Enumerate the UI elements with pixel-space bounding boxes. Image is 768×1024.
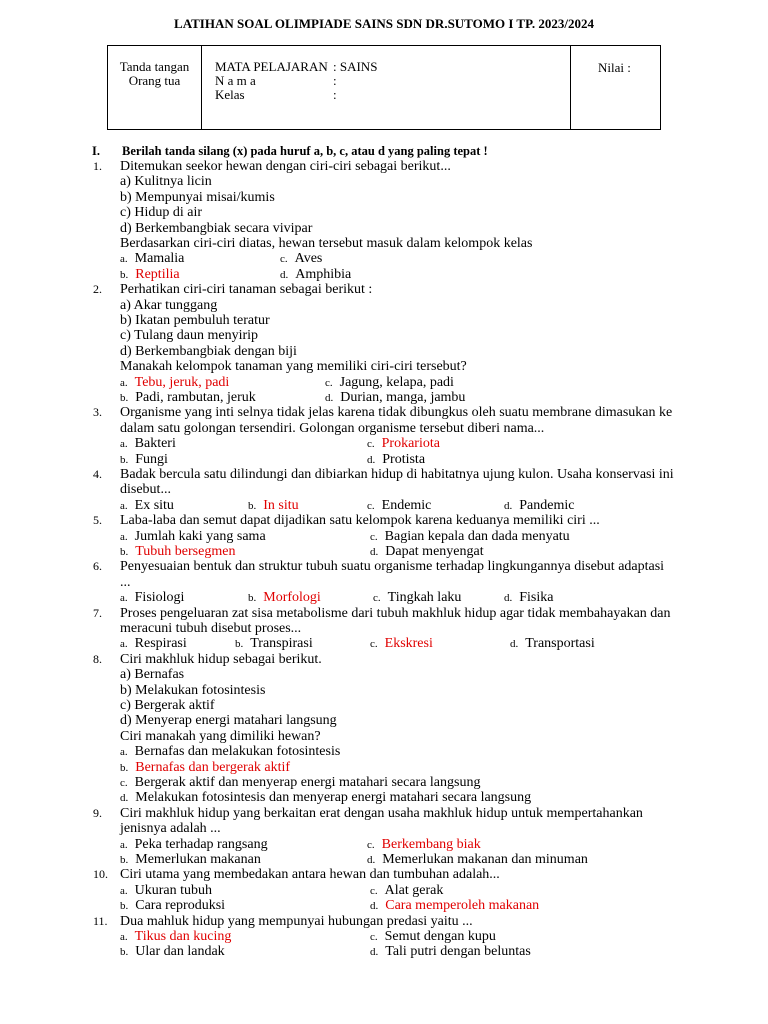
options-row bbox=[0, 436, 768, 451]
option-text: Memerlukan makanan bbox=[135, 852, 261, 868]
question-detail-line: a) Kulitnya licin bbox=[120, 174, 212, 190]
answer-option[interactable] bbox=[120, 544, 235, 560]
option-text: Berkembang biak bbox=[381, 836, 481, 852]
option-text: Tali putri dengan beluntas bbox=[385, 944, 531, 960]
answer-option[interactable] bbox=[325, 390, 465, 406]
options-row bbox=[0, 898, 768, 913]
question-number: 1. bbox=[93, 159, 102, 173]
options-row bbox=[0, 744, 768, 759]
options-row bbox=[0, 790, 768, 805]
answer-option[interactable] bbox=[120, 852, 261, 868]
option-letter: d. bbox=[510, 638, 519, 651]
section-heading bbox=[0, 144, 768, 159]
option-text: Padi, rambutan, jeruk bbox=[135, 390, 256, 406]
question-detail-line: d) Berkembangbiak secara vivipar bbox=[120, 220, 313, 236]
question-text: Laba-laba dan semut dapat dijadikan satu kelompok karena keduanya memiliki ciri ... bbox=[120, 513, 600, 529]
question-item bbox=[0, 405, 768, 467]
parent-signature-cell bbox=[108, 46, 202, 129]
option-text: Fungi bbox=[135, 451, 168, 467]
question-text: Ciri makhluk hidup sebagai berikut. bbox=[120, 651, 322, 667]
options-row bbox=[0, 375, 768, 390]
option-letter: d. bbox=[367, 854, 376, 867]
options-row bbox=[0, 498, 768, 513]
option-letter: c. bbox=[370, 884, 378, 897]
question-text: Organisme yang inti selnya tidak jelas karena tidak dibungkus oleh suatu membrane dimasukan ke dalam satu golongan tersendiri. Golongan organisme tersebut diberi nama... bbox=[120, 405, 673, 436]
answer-option[interactable] bbox=[370, 898, 539, 914]
option-letter: b. bbox=[120, 946, 129, 959]
option-text: Ular dan landak bbox=[135, 944, 225, 960]
question-item bbox=[0, 867, 768, 913]
answer-option[interactable] bbox=[280, 251, 322, 267]
option-text: Respirasi bbox=[134, 636, 187, 652]
answer-option[interactable] bbox=[370, 636, 433, 652]
option-text: Dapat menyengat bbox=[385, 544, 484, 560]
option-letter: a. bbox=[120, 499, 128, 512]
option-text: Tikus dan kucing bbox=[134, 929, 232, 945]
options-row bbox=[0, 452, 768, 467]
option-letter: b. bbox=[120, 900, 129, 913]
question-item bbox=[0, 652, 768, 806]
answer-option[interactable] bbox=[280, 267, 351, 283]
options-row bbox=[0, 544, 768, 559]
answer-option[interactable] bbox=[120, 636, 187, 652]
option-letter: c. bbox=[370, 931, 378, 944]
option-text: Bernafas dan bergerak aktif bbox=[135, 759, 291, 775]
option-letter: d. bbox=[280, 268, 289, 281]
question-text: Ciri makhluk hidup yang berkaitan erat dengan usaha makhluk hidup untuk mempertahankan jenisnya adalah ... bbox=[120, 805, 643, 837]
option-text: Bergerak aktif dan menyerap energi matahari secara langsung bbox=[134, 775, 481, 791]
option-text: Ex situ bbox=[134, 497, 174, 513]
subject-label: MATA PELAJARAN bbox=[215, 59, 328, 74]
option-letter: a. bbox=[120, 376, 128, 389]
name-separator: : bbox=[333, 73, 337, 88]
option-text: Pandemic bbox=[519, 497, 575, 513]
option-letter: c. bbox=[370, 638, 378, 651]
answer-option[interactable] bbox=[120, 898, 225, 914]
question-detail-line: Manakah kelompok tanaman yang memiliki ciri-ciri tersebut? bbox=[120, 359, 467, 375]
option-letter: c. bbox=[367, 499, 375, 512]
question-detail-line: c) Bergerak aktif bbox=[120, 698, 215, 714]
question-detail-line: b) Mempunyai misai/kumis bbox=[120, 189, 275, 205]
options-row bbox=[0, 529, 768, 544]
option-letter: d. bbox=[325, 392, 334, 405]
option-letter: b. bbox=[120, 453, 129, 466]
question-detail-line: Berdasarkan ciri-ciri diatas, hewan tersebut masuk dalam kelompok kelas bbox=[120, 236, 533, 252]
option-letter: d. bbox=[504, 592, 513, 605]
options-row bbox=[0, 590, 768, 605]
answer-option[interactable] bbox=[504, 590, 553, 606]
options-row bbox=[0, 929, 768, 944]
subject-value: : SAINS bbox=[333, 59, 378, 74]
option-text: Ekskresi bbox=[384, 636, 433, 652]
answer-option[interactable] bbox=[120, 251, 184, 267]
answer-option[interactable] bbox=[325, 375, 454, 391]
answer-option[interactable] bbox=[370, 544, 484, 560]
answer-option[interactable] bbox=[120, 498, 174, 514]
options-row bbox=[0, 883, 768, 898]
option-letter: b. bbox=[120, 392, 129, 405]
option-text: Fisika bbox=[519, 590, 554, 606]
answer-option[interactable] bbox=[120, 760, 290, 776]
option-letter: d. bbox=[504, 499, 513, 512]
option-text: Morfologi bbox=[263, 590, 321, 606]
options-row bbox=[0, 390, 768, 405]
answer-option[interactable] bbox=[235, 636, 313, 652]
question-number: 7. bbox=[93, 605, 102, 620]
question-number: 4. bbox=[93, 467, 102, 482]
question-item bbox=[0, 159, 768, 282]
option-letter: c. bbox=[120, 777, 128, 790]
answer-option[interactable] bbox=[120, 944, 225, 960]
option-text: Fisiologi bbox=[134, 590, 185, 606]
question-text: Badak bercula satu dilindungi dan dibiarkan hidup di habitatnya ujung kulon. Usaha konservasi ini disebut... bbox=[120, 467, 674, 498]
options-row bbox=[0, 944, 768, 959]
answer-option[interactable] bbox=[120, 837, 268, 853]
question-text: Proses pengeluaran zat sisa metabolisme dari tubuh makhluk hidup agar tidak membahayakan dan meracuni tubuh disebut proses... bbox=[120, 605, 671, 637]
option-letter: d. bbox=[367, 453, 376, 466]
parent-signature-label-2: Orang tua bbox=[128, 73, 181, 88]
option-letter: a. bbox=[120, 438, 128, 451]
question-number: 6. bbox=[93, 559, 102, 574]
option-letter: a. bbox=[120, 253, 128, 266]
option-letter: d. bbox=[370, 546, 379, 559]
question-number: 2. bbox=[93, 282, 102, 297]
option-text: Alat gerak bbox=[384, 882, 444, 898]
student-info-cell bbox=[215, 60, 377, 102]
question-number: 9. bbox=[93, 805, 102, 820]
answer-option[interactable] bbox=[373, 590, 461, 606]
answer-option[interactable] bbox=[248, 590, 321, 606]
answer-option[interactable] bbox=[510, 636, 595, 652]
options-row bbox=[0, 837, 768, 852]
option-text: Bakteri bbox=[134, 436, 176, 452]
option-letter: a. bbox=[120, 838, 128, 851]
option-text: Bagian kepala dan dada menyatu bbox=[384, 528, 570, 544]
answer-option[interactable] bbox=[120, 267, 180, 283]
option-letter: d. bbox=[370, 900, 379, 913]
option-letter: a. bbox=[120, 884, 128, 897]
option-letter: c. bbox=[367, 438, 375, 451]
question-text: Penyesuaian bentuk dan struktur tubuh suatu organisme terhadap lingkungannya disebut adaptasi ... bbox=[120, 559, 665, 590]
question-detail-line: c) Tulang daun menyirip bbox=[120, 328, 259, 344]
class-label: Kelas bbox=[215, 87, 245, 102]
question-item bbox=[0, 467, 768, 513]
options-row bbox=[0, 760, 768, 775]
option-letter: b. bbox=[120, 761, 129, 774]
question-detail-line: a) Bernafas bbox=[120, 667, 185, 683]
question-detail-line: d) Berkembangbiak dengan biji bbox=[120, 343, 297, 359]
answer-option[interactable] bbox=[120, 929, 231, 945]
question-detail-line: b) Ikatan pembuluh teratur bbox=[120, 313, 270, 329]
section-instruction: Berilah tanda silang (x) pada huruf a, b, c, atau d yang paling tepat ! bbox=[122, 144, 488, 158]
question-number: 10. bbox=[93, 867, 108, 882]
option-letter: c. bbox=[373, 592, 381, 605]
option-letter: d. bbox=[370, 946, 379, 959]
answer-option[interactable] bbox=[120, 883, 212, 899]
question-item bbox=[0, 606, 768, 652]
answer-option[interactable] bbox=[367, 436, 440, 452]
class-separator: : bbox=[333, 87, 337, 102]
answer-option[interactable] bbox=[120, 390, 256, 406]
question-text: Dua mahluk hidup yang mempunyai hubungan predasi yaitu ... bbox=[120, 913, 473, 929]
question-text: Ditemukan seekor hewan dengan ciri-ciri sebagai berikut... bbox=[120, 159, 451, 174]
options-row bbox=[0, 636, 768, 651]
answer-option[interactable] bbox=[120, 775, 480, 791]
option-text: Cara reproduksi bbox=[135, 898, 226, 914]
question-item bbox=[0, 559, 768, 605]
question-detail-line: b) Melakukan fotosintesis bbox=[120, 682, 266, 698]
answer-option[interactable] bbox=[370, 883, 443, 899]
option-text: Melakukan fotosintesis dan menyerap energi matahari secara langsung bbox=[135, 790, 532, 806]
option-text: Tingkah laku bbox=[387, 590, 462, 606]
option-letter: c. bbox=[325, 376, 333, 389]
answer-option[interactable] bbox=[370, 929, 496, 945]
question-item bbox=[0, 282, 768, 405]
answer-option[interactable] bbox=[370, 944, 531, 960]
option-letter: c. bbox=[280, 253, 288, 266]
option-text: Cara memperoleh makanan bbox=[385, 898, 540, 914]
option-text: Jumlah kaki yang sama bbox=[134, 528, 266, 544]
question-detail-line: a) Akar tunggang bbox=[120, 297, 218, 313]
options-row bbox=[0, 251, 768, 266]
option-text: Transportasi bbox=[525, 636, 595, 652]
question-item bbox=[0, 806, 768, 868]
grade-cell bbox=[570, 46, 660, 129]
option-text: In situ bbox=[263, 497, 299, 513]
question-number: 11. bbox=[93, 913, 108, 928]
option-letter: b. bbox=[235, 638, 244, 651]
answer-option[interactable] bbox=[120, 375, 229, 391]
question-text: Ciri utama yang membedakan antara hewan dan tumbuhan adalah... bbox=[120, 867, 500, 883]
option-letter: b. bbox=[248, 499, 257, 512]
answer-option[interactable] bbox=[120, 590, 184, 606]
option-letter: b. bbox=[120, 854, 129, 867]
answer-option[interactable] bbox=[370, 529, 570, 545]
option-text: Memerlukan makanan dan minuman bbox=[382, 852, 588, 868]
option-text: Aves bbox=[294, 251, 323, 267]
option-text: Tubuh bersegmen bbox=[135, 544, 236, 560]
option-letter: a. bbox=[120, 931, 128, 944]
option-text: Amphibia bbox=[295, 266, 352, 282]
header-box bbox=[107, 45, 661, 130]
option-letter: a. bbox=[120, 530, 128, 543]
option-letter: a. bbox=[120, 746, 128, 759]
option-text: Durian, manga, jambu bbox=[340, 390, 466, 406]
answer-option[interactable] bbox=[367, 852, 588, 868]
option-text: Transpirasi bbox=[250, 636, 313, 652]
option-text: Semut dengan kupu bbox=[384, 929, 496, 945]
options-row bbox=[0, 852, 768, 867]
name-label: N a m a bbox=[215, 73, 256, 88]
option-letter: a. bbox=[120, 638, 128, 651]
parent-signature-label-1: Tanda tangan bbox=[119, 59, 190, 74]
question-text: Perhatikan ciri-ciri tanaman sebagai berikut : bbox=[120, 282, 373, 298]
option-text: Jagung, kelapa, padi bbox=[339, 374, 454, 390]
answer-option[interactable] bbox=[120, 452, 168, 468]
option-text: Endemic bbox=[381, 497, 432, 513]
answer-option[interactable] bbox=[504, 498, 574, 514]
option-letter: b. bbox=[120, 546, 129, 559]
option-text: Protista bbox=[382, 451, 426, 467]
answer-option[interactable] bbox=[120, 744, 340, 760]
option-text: Prokariota bbox=[381, 436, 440, 452]
answer-option[interactable] bbox=[367, 498, 431, 514]
answer-option[interactable] bbox=[367, 452, 425, 468]
question-detail-line: Ciri manakah yang dimiliki hewan? bbox=[120, 728, 321, 744]
option-letter: a. bbox=[120, 592, 128, 605]
question-item bbox=[0, 513, 768, 559]
page-title: LATIHAN SOAL OLIMPIADE SAINS SDN DR.SUTOMO I TP. 2023/2024 bbox=[174, 16, 594, 31]
question-detail-line: d) Menyerap energi matahari langsung bbox=[120, 713, 337, 729]
answer-option[interactable] bbox=[367, 837, 481, 853]
option-letter: d. bbox=[120, 792, 129, 805]
option-letter: c. bbox=[367, 838, 375, 851]
option-text: Tebu, jeruk, padi bbox=[134, 374, 230, 390]
option-text: Reptilia bbox=[135, 266, 180, 282]
answer-option[interactable] bbox=[248, 498, 299, 514]
option-letter: b. bbox=[248, 592, 257, 605]
options-row bbox=[0, 267, 768, 282]
question-list bbox=[0, 159, 768, 960]
option-letter: b. bbox=[120, 268, 129, 281]
answer-option[interactable] bbox=[120, 790, 531, 806]
question-number: 3. bbox=[93, 405, 102, 420]
option-text: Peka terhadap rangsang bbox=[134, 836, 268, 852]
section-number: I. bbox=[92, 144, 100, 158]
answer-option[interactable] bbox=[120, 529, 266, 545]
option-text: Ukuran tubuh bbox=[134, 882, 213, 898]
option-text: Bernafas dan melakukan fotosintesis bbox=[134, 744, 341, 760]
option-letter: c. bbox=[370, 530, 378, 543]
questions-content bbox=[0, 144, 768, 960]
option-text: Mamalia bbox=[134, 251, 185, 267]
question-detail-line: c) Hidup di air bbox=[120, 205, 203, 221]
grade-label: Nilai : bbox=[598, 60, 631, 75]
answer-option[interactable] bbox=[120, 436, 176, 452]
question-number: 8. bbox=[93, 651, 102, 666]
options-row bbox=[0, 775, 768, 790]
question-number: 5. bbox=[93, 513, 102, 528]
question-item bbox=[0, 914, 768, 960]
